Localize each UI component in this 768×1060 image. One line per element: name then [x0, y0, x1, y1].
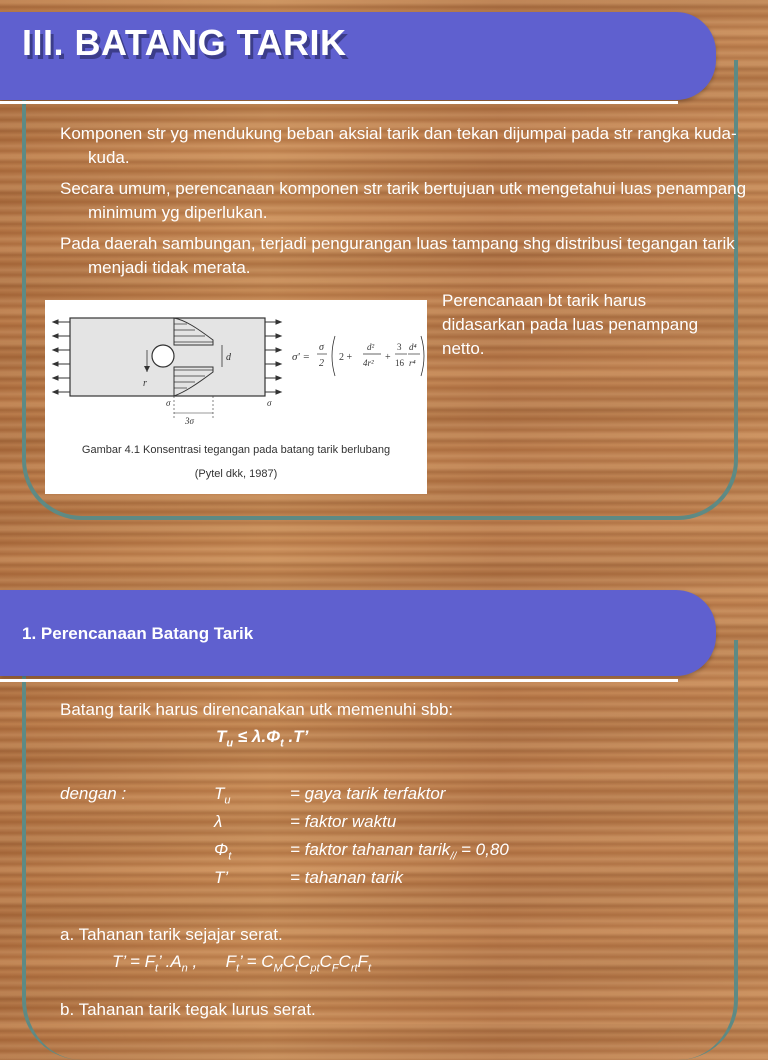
title-rule — [0, 101, 678, 104]
figure-source: (Pytel dkk, 1987) — [194, 468, 278, 480]
slide-2 — [0, 590, 768, 1024]
main-formula: $T_u \le \lambda.\Phi_t$ .T’ — [216, 727, 309, 750]
formula-den: 2 — [319, 358, 324, 369]
label-sigma-right: σ — [267, 398, 272, 408]
def-symbol-t: T’ — [214, 868, 229, 887]
label-3sigma: 3σ — [185, 416, 194, 426]
side-note: Perencanaan bt tarik harus didasarkan pada luas penampang netto. — [442, 291, 699, 358]
slide-title: III. BATANG TARIK — [22, 22, 347, 63]
svg-text:2 +: 2 + — [339, 352, 353, 363]
plate-diagram — [45, 300, 427, 440]
svg-text:d⁴: d⁴ — [409, 342, 417, 352]
formula-lhs: σ' = — [292, 351, 310, 363]
formula-a: T’ = $F_t$’ $.A_n$ , $F_t$’ = $C_MC_tC_{pt}C_FC_{rt}F_t$ — [112, 952, 371, 975]
svg-text:r⁴: r⁴ — [409, 358, 416, 368]
paragraph-1: Komponen str yg mendukung beban aksial tarik dan tekan dijumpai pada str rangka kuda-kuda. — [60, 124, 737, 167]
def-symbol-lambda: λ — [214, 812, 223, 831]
figure-caption: Gambar 4.1 Konsentrasi tegangan pada batang tarik berlubang — [81, 444, 391, 456]
slide-2-title: 1. Perencanaan Batang Tarik — [22, 624, 254, 643]
svg-text:4r²: 4r² — [363, 358, 374, 368]
def-symbol-phi: $\Phi_t$ — [214, 840, 232, 863]
def-desc-phi: = faktor tahanan tarik$_{//}$ = 0,80 — [290, 840, 509, 863]
paragraph-2: Secara umum, perencanaan komponen str tarik bertujuan utk mengetahui luas penampang minimum yg diperlukan. — [60, 179, 747, 222]
item-b: b. Tahanan tarik tegak lurus serat. — [60, 1000, 316, 1019]
stress-concentration-figure — [45, 300, 427, 494]
def-desc-tu: = gaya tarik terfaktor — [290, 784, 446, 803]
def-desc-t: = tahanan tarik — [290, 868, 403, 887]
intro-text: Batang tarik harus direncanakan utk memenuhi sbb: — [60, 700, 454, 719]
label-r: r — [143, 378, 147, 389]
svg-text:16: 16 — [395, 358, 404, 368]
def-symbol-tu: $T_u$ — [214, 784, 231, 807]
label-sigma: σ — [166, 398, 171, 408]
label-d: d — [226, 352, 231, 363]
item-a: a. Tahanan tarik sejajar serat. — [60, 925, 283, 944]
svg-text:+: + — [385, 352, 391, 363]
title-rule-2 — [0, 679, 678, 682]
def-desc-lambda: = faktor waktu — [290, 812, 397, 831]
svg-text:3: 3 — [397, 342, 402, 352]
formula-num: σ — [319, 342, 324, 353]
svg-text:d²: d² — [367, 342, 375, 352]
paragraph-3: Pada daerah sambungan, terjadi pengurangan luas tampang shg distribusi tegangan tarik menjadi tidak merata. — [60, 234, 735, 277]
dengan-label: dengan : — [60, 784, 127, 803]
